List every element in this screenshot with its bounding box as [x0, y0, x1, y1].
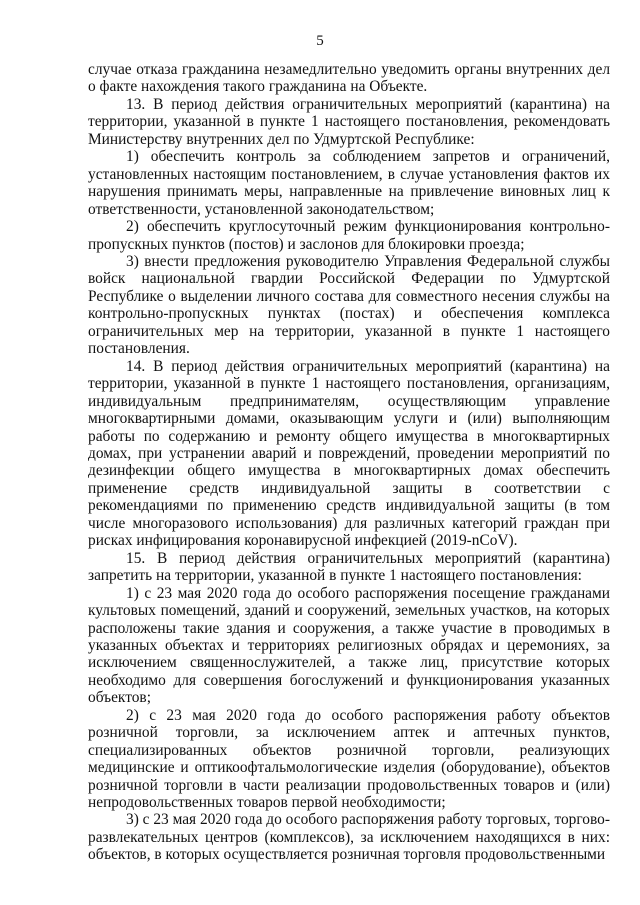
paragraph-item-15-3: 3) с 23 мая 2020 года до особого распоряжения работу торговых, торгово-развлекательных центров (комплексов), за исключением находящихся в них: объектов, в которых осуществляется розничная торговля продовольственными [88, 811, 610, 864]
paragraph-item-13-2: 2) обеспечить круглосуточный режим функционирования контрольно-пропускных пунктов (постов) и заслонов для блокировки проезда; [88, 218, 610, 253]
paragraph-item-15-2: 2) с 23 мая 2020 года до особого распоряжения работу объектов розничной торговли, за исключением аптек и аптечных пунктов, специализированных объектов розничной торговли, реализующих медицинские и оптикоофтальмологические изделия (оборудование), объектов розничной торговли в части реализации продовольственных товаров и (или) непродовольственных товаров первой необходимости; [88, 706, 610, 812]
paragraph-item-14: 14. В период действия ограничительных мероприятий (карантина) на территории, указанной в пункте 1 настоящего постановления, организациям, индивидуальным предпринимателям, осуществляющим управление многоквартирными домами, оказывающим услуги и (или) выполняющим работы по содержанию и ремонту общего имущества в многоквартирных домах, при устранении аварий и повреждений, проведении мероприятий по дезинфекции общего имущества в многоквартирных домах обеспечить применение средств индивидуальной защиты в соответствии с рекомендациями по применению средств индивидуальной защиты (в том числе многоразового использования) для различных категорий граждан при рисках инфицирования коронавирусной инфекцией (2019-nCoV). [88, 357, 610, 550]
paragraph-continuation: случае отказа гражданина незамедлительно уведомить органы внутренних дел о факте нахождения такого гражданина на Объекте. [88, 61, 610, 96]
paragraph-item-13: 13. В период действия ограничительных мероприятий (карантина) на территории, указанной в пункте 1 настоящего постановления, рекомендовать Министерству внутренних дел по Удмуртской Республике: [88, 95, 610, 148]
paragraph-item-15-1: 1) с 23 мая 2020 года до особого распоряжения посещение гражданами культовых помещений, зданий и сооружений, земельных участков, на которых расположены такие здания и сооружения, а также участие в проводимых в указанных объектах и территориях религиозных обрядах и церемониях, за исключением священнослужителей, а также лиц, присутствие которых необходимо для совершения богослужений и функционирования указанных объектов; [88, 584, 610, 707]
paragraph-item-15: 15. В период действия ограничительных мероприятий (карантина) запретить на территории, указанной в пункте 1 настоящего постановления: [88, 549, 610, 585]
document-body [88, 61, 610, 864]
page-number: 5 [316, 33, 324, 49]
paragraph-item-13-1: 1) обеспечить контроль за соблюдением запретов и ограничений, установленных настоящим постановлением, в случае установления фактов их нарушения принимать меры, направленные на привлечение виновных лиц к ответственности, установленной законодательством; [88, 148, 610, 218]
paragraph-item-13-3: 3) внести предложения руководителю Управления Федеральной службы войск национальной гвардии Российской Федерации по Удмуртской Республике о выделении личного состава для совместного несения службы на контрольно-пропускных пунктах (постах) и обеспечения комплекса ограничительных мер на территории, указанной в пункте 1 настоящего постановления. [88, 252, 610, 358]
